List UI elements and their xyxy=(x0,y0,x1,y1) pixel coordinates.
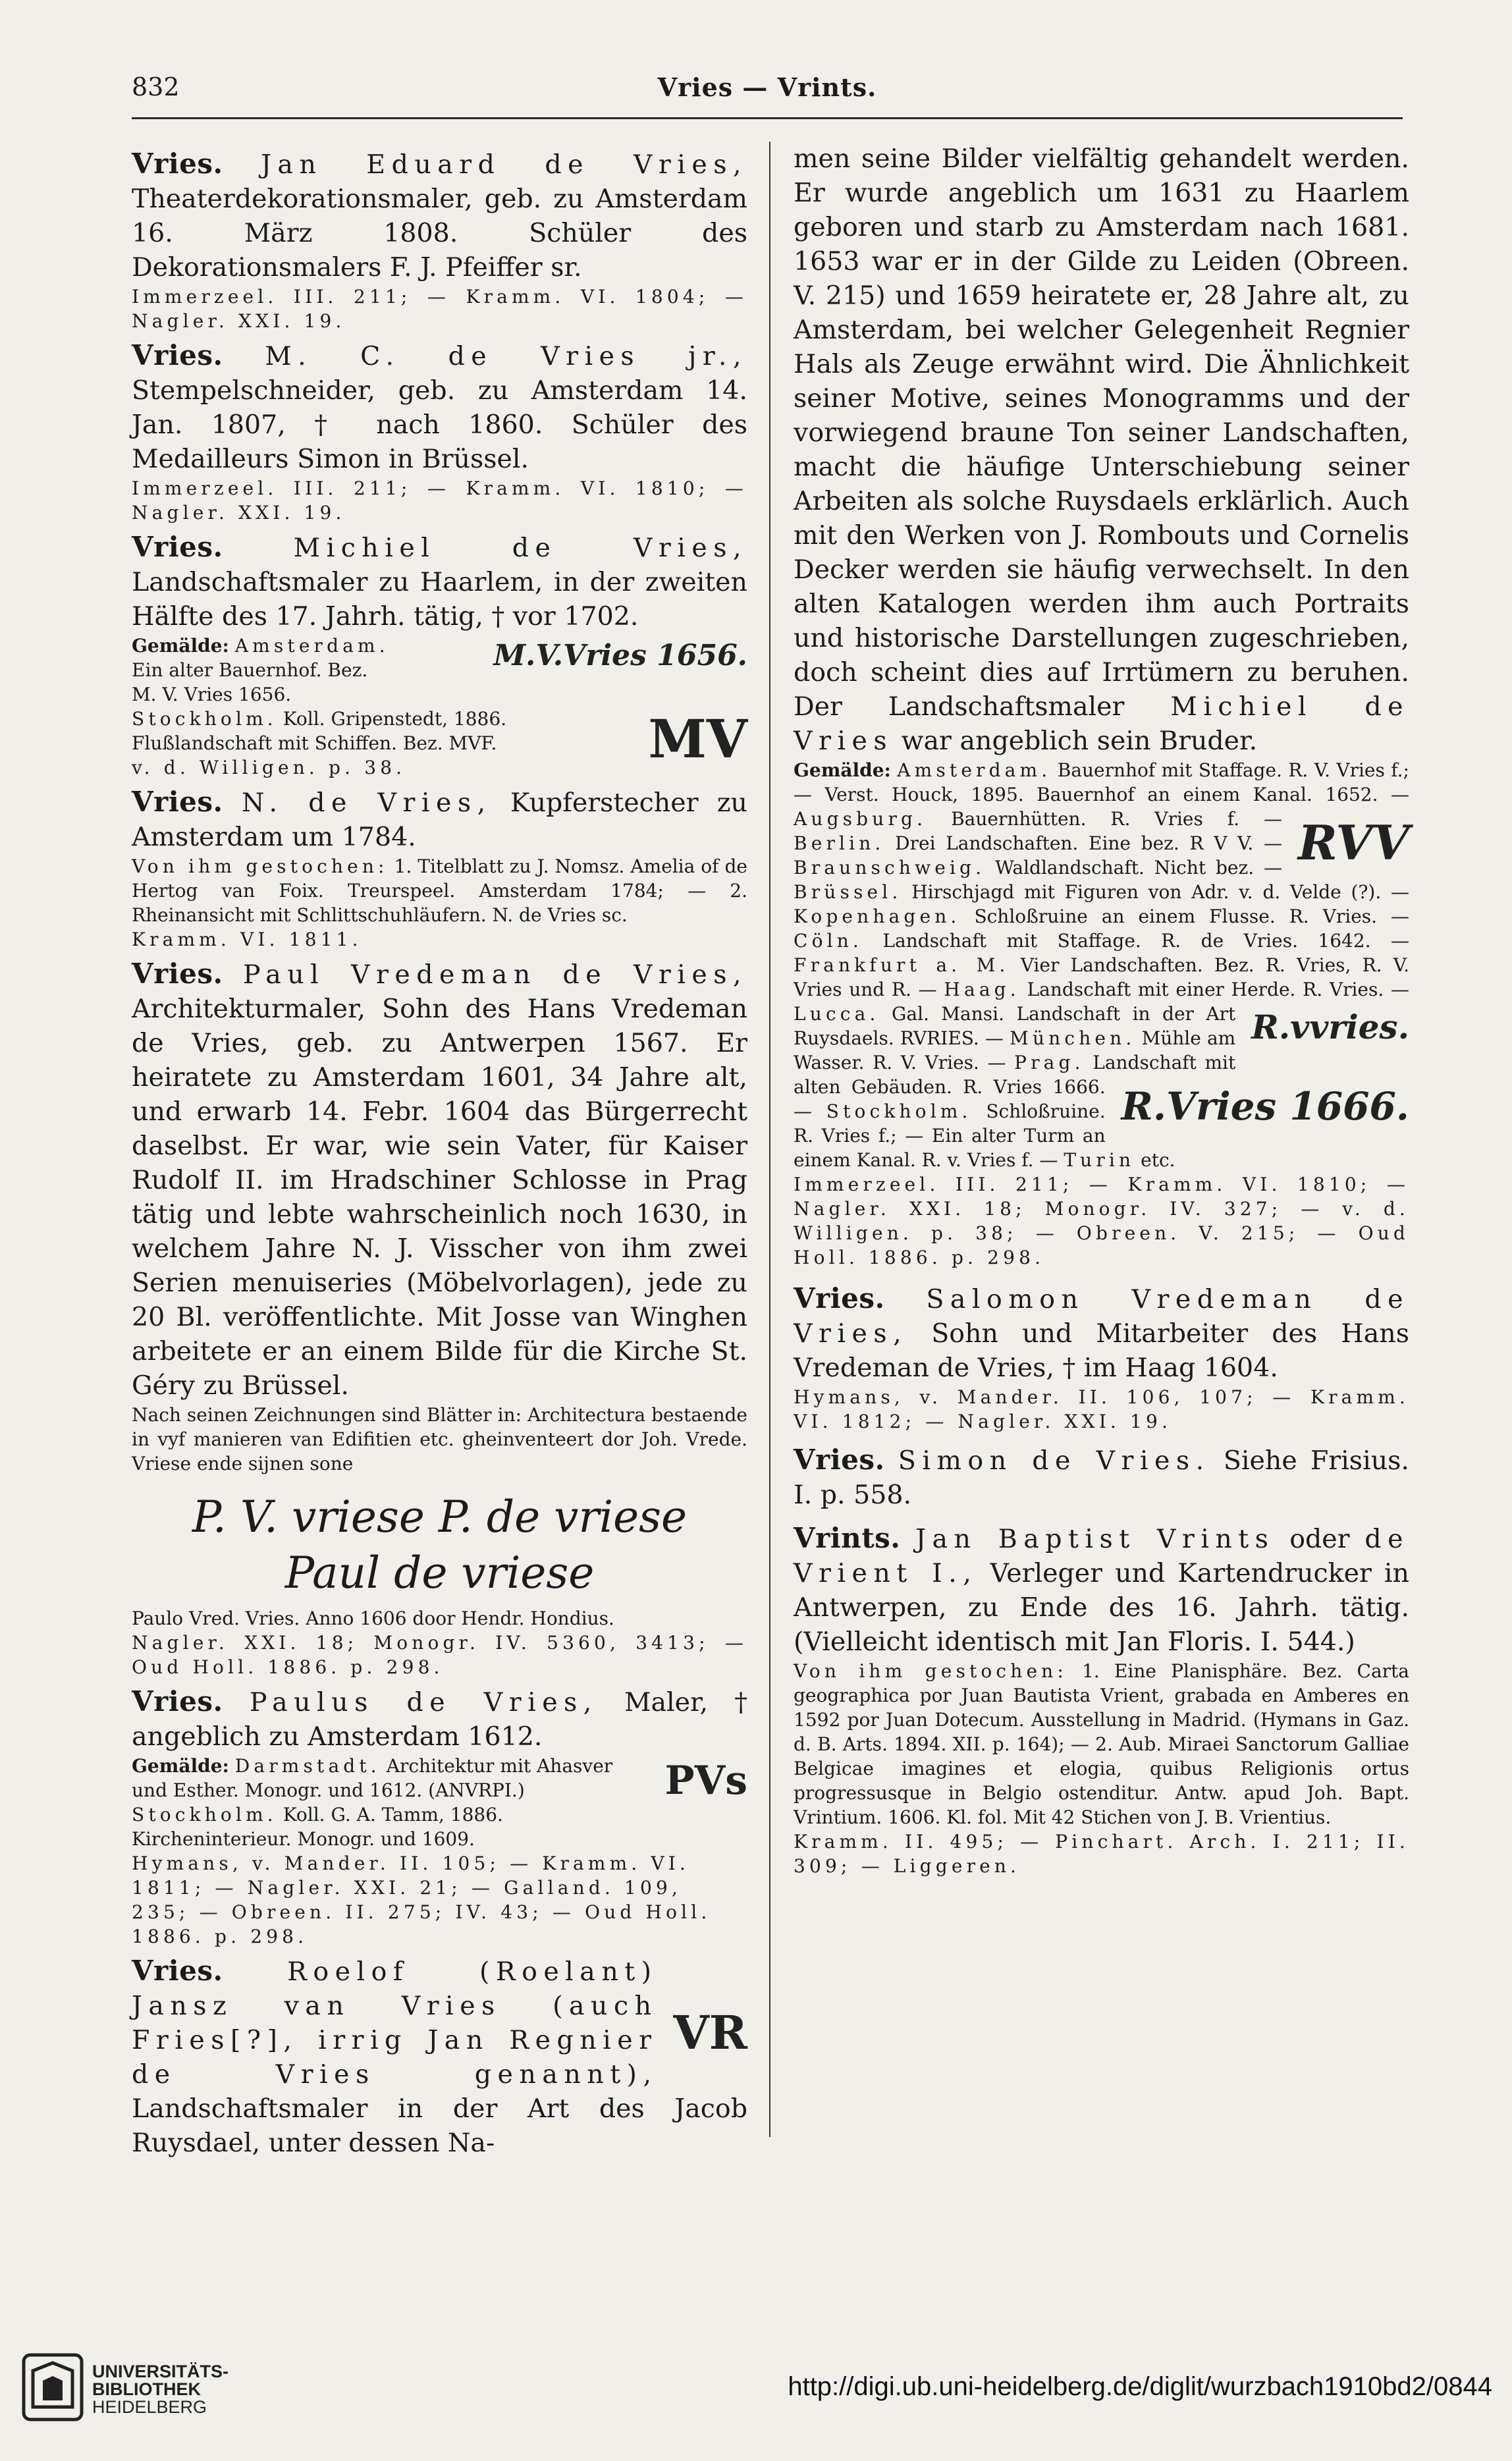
artist-name: Paulus de Vries, xyxy=(249,1687,598,1717)
painting-entry: Architektur mit Ahasver und Esther. Monogr. und 1612. (ANVRPI.) xyxy=(132,1755,613,1801)
entry-michiel-de-vries xyxy=(132,530,747,780)
signature-michiel: M.V.Vries 1656. xyxy=(493,639,747,672)
entry-text: Sohn und Mitarbeiter des Hans Vredeman de Vries, † im Haag 1604. xyxy=(794,1318,1409,1383)
painting-entry: Gal. Mansi. Landschaft in der Art Ruysdaels. RVRIES. — xyxy=(794,1003,1236,1049)
signature-line: Paul de vriese xyxy=(284,1548,595,1598)
references: Immerzeel. III. 211; — Kramm. VI. 1810; — Nagler. XXI. 19. xyxy=(132,477,747,524)
monogram-pv: PVs xyxy=(664,1758,747,1804)
artist-name: Jan Eduard de Vries, xyxy=(261,149,747,180)
painting-entry: Waldlandschaft. Nicht bez. — xyxy=(995,857,1282,879)
entry-paul-vredeman-de-vries xyxy=(132,957,747,1679)
painting-entry: Ein alter Bauernhof. Bez. xyxy=(132,659,368,681)
headword: Vrints. xyxy=(794,1522,901,1554)
place-name: Stockholm. xyxy=(132,1804,277,1825)
entry-jan-eduard-de-vries xyxy=(132,147,747,333)
references: Immerzeel. III. 211; — Kramm. VI. 1804; — Nagler. XXI. 19. xyxy=(132,286,747,332)
references: Immerzeel. III. 211; — Kramm. VI. 1810; — Nagler. XXI. 18; Monogr. IV. 327; — v. d. Willigen. p. 38; — Obreen. V. 215; — Oud Holl. 1886. p. 298. xyxy=(794,1174,1409,1268)
entry-text: men seine Bilder vielfältig gehandelt werden. Er wurde angeblich um 1631 zu Haarlem geboren und starb zu Amsterdam nach 1681. 1653 war er in der Gilde zu Leiden (Obreen. V. 215) und 1659 heiratete er, 28 Jahre alt, zu Amsterdam, bei welcher Gelegenheit Regnier Hals als Zeuge erwähnt wird. Die Ähnlichkeit seiner Motive, seines Monogramms und der vorwiegend braune Ton seiner Landschaften, macht die häufige Unterschiebung seiner Arbeiten als solche Ruysdaels erklärlich. Auch mit den Werken von J. Rombouts und Cornelis Decker werden sie häufig verwechselt. In den alten Katalogen werden ihm auch Portraits und historische Darstellungen zugeschrieben, doch scheint dies auf Irrtümern zu beruhen. Der Landschaftsmaler xyxy=(794,144,1409,722)
painting-entry: Landschaft mit alten Gebäuden. R. Vries 1666. — xyxy=(794,1052,1236,1122)
place-name: Berlin. xyxy=(794,832,885,854)
headword: Vries. xyxy=(132,958,223,990)
place-name: Kopenhagen. xyxy=(794,906,961,927)
monogram-rvv: RVV xyxy=(1298,815,1409,871)
place-name: Brüssel. xyxy=(794,881,902,903)
entry-roelof-jansz-van-vries xyxy=(132,1954,747,2160)
place-name: Lucca. xyxy=(794,1003,880,1025)
headword: Vries. xyxy=(132,786,223,818)
artist-name: Roelof (Roelant) Jansz van Vries (auch Fries[?], irrig Jan Regnier de Vries genannt), xyxy=(132,1957,658,2090)
column-divider xyxy=(769,142,770,2137)
entry-mc-de-vries xyxy=(132,338,747,525)
works-list: 1. Eine Planisphäre. Bez. Carta geographica por Juan Bautista Vrient, grabada en Amberes en 1592 por Juan Dotecum. Ausstellung in Madrid. (Hymans in Gaz. d. B. Arts. 1894. XII. p. 164); — 2. Aub. Miraei Sanctorum Galliae Belgicae imagines et elogia, quibus Religionis ortus progressusque in Belgio ostenditur. Antw. apud Joh. Bapt. Vrintium. 1606. Kl. fol. Mit 42 Stichen von J. B. Vrientius. xyxy=(794,1660,1409,1828)
painting-entry: Schloßruine an einem Flusse. R. Vries. — xyxy=(974,906,1409,927)
paintings-label: Gemälde: xyxy=(794,759,891,781)
page-number: 832 xyxy=(132,72,180,101)
references: Hymans, v. Mander. II. 105; — Kramm. VI. 1811; — Nagler. XXI. 21; — Galland. 109, 235; — Obreen. II. 275; IV. 43; — Oud Holl. 1886. p. 298. xyxy=(132,1853,711,1947)
entry-text: oder xyxy=(1289,1524,1350,1554)
signature-rvvries: R.vvries. xyxy=(1251,1008,1409,1046)
monogram-mv: MV xyxy=(648,708,747,770)
headword: Vries. xyxy=(132,339,223,371)
painting-entry: etc. xyxy=(1141,1149,1175,1171)
painting-entry: Landschaft mit Staffage. R. de Vries. 1642. — xyxy=(882,930,1409,952)
artist-name: Paul Vredeman de Vries, xyxy=(242,960,747,990)
references: Hymans, v. Mander. II. 106, 107; — Kramm. VI. 1812; — Nagler. XXI. 19. xyxy=(794,1386,1409,1432)
note: Paulo Vred. Vries. Anno 1606 door Hendr. Hondius. xyxy=(132,1608,614,1629)
headword: Vries. xyxy=(132,1685,223,1717)
artist-name: Jan Baptist Vrints xyxy=(915,1524,1275,1554)
entry-text: Landschaftsmaler zu Haarlem, in der zweiten Hälfte des 17. Jahrh. tätig, † vor 1702. xyxy=(132,567,747,632)
engraved-label: Von ihm gestochen: xyxy=(794,1660,1067,1682)
logo-text: UNIVERSITÄTS- xyxy=(92,2362,229,2381)
entry-simon-de-vries xyxy=(794,1443,1409,1512)
painting-entry: Bauernhof mit Staffage. R. V. Vries f.; — Verst. Houck, 1895. Bauernhof an einem Kanal. 1652. — xyxy=(794,759,1409,805)
place-name: Turin xyxy=(1064,1149,1135,1171)
place-name: Haag. xyxy=(944,979,1020,1000)
painting-entry: Bauernhütten. R. Vries f. — xyxy=(951,808,1282,830)
references: Kramm. II. 495; — Pinchart. Arch. I. 211; II. 309; — Liggeren. xyxy=(794,1831,1409,1877)
painting-entry: Drei Landschaften. Eine bez. R V V. — xyxy=(895,832,1282,854)
place-name: Darmstadt. xyxy=(234,1755,381,1777)
artist-name: Michiel de Vries, xyxy=(293,533,747,563)
entry-text: Maler, † angeblich zu Amsterdam 1612. xyxy=(132,1687,747,1752)
place-name: Amsterdam. xyxy=(234,635,389,657)
signature-line: P. V. vriese P. de vriese xyxy=(192,1492,688,1542)
headword: Vries. xyxy=(132,148,223,180)
place-name: Amsterdam. xyxy=(897,759,1052,781)
entry-text: Siehe Frisius. I. p. 558. xyxy=(794,1446,1409,1510)
artist-name: de Vrient I., xyxy=(794,1524,1409,1588)
references: Kramm. VI. 1811. xyxy=(132,929,362,950)
place-name: München. xyxy=(1010,1027,1136,1049)
library-logo xyxy=(20,2351,257,2430)
artist-name: Salomon Vredeman de Vries, xyxy=(794,1284,1409,1349)
place-name: Braunschweig. xyxy=(794,857,986,879)
university-seal-icon xyxy=(20,2351,86,2423)
running-title: Vries — Vrints. xyxy=(657,72,877,102)
headword: Vries. xyxy=(794,1444,885,1476)
painting-entry: Hirschjagd mit Figuren von Adr. v. d. Velde (?). — xyxy=(911,881,1410,903)
logo-text: HEIDELBERG xyxy=(92,2397,207,2417)
works-list: 1. Titelblatt zu J. Nomsz. Amelia of de Hertog van Foix. Treurspeel. Amsterdam 1784; — 2. Rheinansicht mit Schlittschuhläufern. N. de Vries sc. xyxy=(132,855,747,926)
entry-salomon-vredeman-de-vries xyxy=(794,1282,1409,1434)
entry-text: Theaterdekorationsmaler, geb. zu Amsterdam 16. März 1808. Schüler des Dekorationsmalers F. J. Pfeiffer sr. xyxy=(132,184,747,283)
entry-text: Stempelschneider, geb. zu Amsterdam 14. Jan. 1807, † nach 1860. Schüler des Medailleurs Simon in Brüssel. xyxy=(132,375,747,474)
artist-name: N. de Vries, xyxy=(241,788,492,818)
entry-text: Landschaftsmaler in der Art des Jacob Ruysdael, unter dessen Na- xyxy=(132,2094,747,2158)
logo-text: BIBLIOTHEK xyxy=(92,2379,201,2399)
painting-entry: Koll. G. A. Tamm, 1886. Kircheninterieur. Monogr. und 1609. xyxy=(132,1804,503,1850)
entry-jan-baptist-vrints xyxy=(794,1521,1409,1878)
painting-entry: Koll. Gripenstedt, 1886. Flußlandschaft mit Schiffen. Bez. MVF. xyxy=(132,708,507,754)
artist-name: M. C. de Vries jr., xyxy=(265,341,747,371)
place-name: Frankfurt a. M. xyxy=(794,954,1010,976)
headword: Vries. xyxy=(132,1955,223,1987)
entry-n-de-vries xyxy=(132,785,747,952)
paintings-label: Gemälde: xyxy=(132,1755,229,1777)
place-name: Stockholm. xyxy=(132,708,277,730)
headword: Vries. xyxy=(794,1282,885,1314)
left-column xyxy=(132,142,747,2160)
signature-paul-vredeman xyxy=(132,1488,747,1600)
entry-roelof-continued xyxy=(794,142,1409,1270)
place-name: Stockholm. xyxy=(826,1100,972,1122)
entry-text: Verleger und Kartendrucker in Antwerpen, zu Ende des 16. Jahrh. tätig. (Vielleicht identisch mit Jan Floris. I. 544.) xyxy=(794,1558,1409,1657)
painting-entry: M. V. Vries 1656. xyxy=(132,684,292,705)
page-header xyxy=(132,72,1403,112)
references: Nagler. XXI. 18; Monogr. IV. 5360, 3413; — Oud Holl. 1886. p. 298. xyxy=(132,1632,747,1678)
headword: Vries. xyxy=(132,531,223,563)
entry-text: war angeblich sein Bruder. xyxy=(901,726,1258,756)
artist-name: Simon de Vries. xyxy=(898,1446,1210,1476)
monogram-vr: VR xyxy=(673,2005,747,2060)
place-name: Cöln. xyxy=(794,930,863,952)
artist-name: Michiel de Vries xyxy=(794,691,1409,756)
entry-text: Architekturmaler, Sohn des Hans Vredeman de Vries, geb. zu Antwerpen 1567. Er heiratete zu Amsterdam 1601, 34 Jahre alt, und erwarb 14. Febr. 1604 das Bürgerrecht daselbst. Er war, wie sein Vater, für Kaiser Rudolf II. im Hradschiner Schlosse in Prag tätig und lebte wahrscheinlich noch 1630, in welchem Jahre N. J. Visscher von ihm zwei Serien menuiseries (Möbelvorlagen), jede zu 20 Bl. veröffentlichte. Mit Josse van Winghen arbeitete er an einem Bilde für die Kirche St. Géry zu Brüssel. xyxy=(132,994,747,1401)
right-column xyxy=(794,142,1409,1878)
paintings-label: Gemälde: xyxy=(132,635,229,657)
header-rule xyxy=(132,117,1403,119)
source-url-link[interactable]: http://digi.ub.uni-heidelberg.de/diglit/wurzbach1910bd2/0844 xyxy=(788,2372,1492,2401)
engraved-label: Von ihm gestochen: xyxy=(132,855,389,877)
references: v. d. Willigen. p. 38. xyxy=(132,757,406,778)
place-name: Prag. xyxy=(1014,1052,1085,1073)
painting-entry: Mühle am Wasser. R. V. Vries. — xyxy=(794,1027,1236,1073)
signature-rvries-1666: R.Vries 1666. xyxy=(1121,1084,1409,1129)
place-name: Augsburg. xyxy=(794,808,927,830)
entry-text: Kupferstecher zu Amsterdam um 1784. xyxy=(132,788,747,852)
painting-entry: Schloßruine. R. Vries f.; — Ein alter Turm an einem Kanal. R. v. Vries f. — xyxy=(794,1100,1106,1171)
entry-paulus-de-vries xyxy=(132,1685,747,1949)
note: Nach seinen Zeichnungen sind Blätter in: Architectura bestaende in vyf manieren van Edifitien etc. gheinventeert dor Joh. Vrede. Vriese ende sijnen sone xyxy=(132,1404,747,1474)
painting-entry: Vier Landschaften. Bez. R. Vries, R. V. Vries und R. — xyxy=(794,954,1409,1000)
painting-entry: Landschaft mit einer Herde. R. Vries. — xyxy=(1027,979,1409,1000)
